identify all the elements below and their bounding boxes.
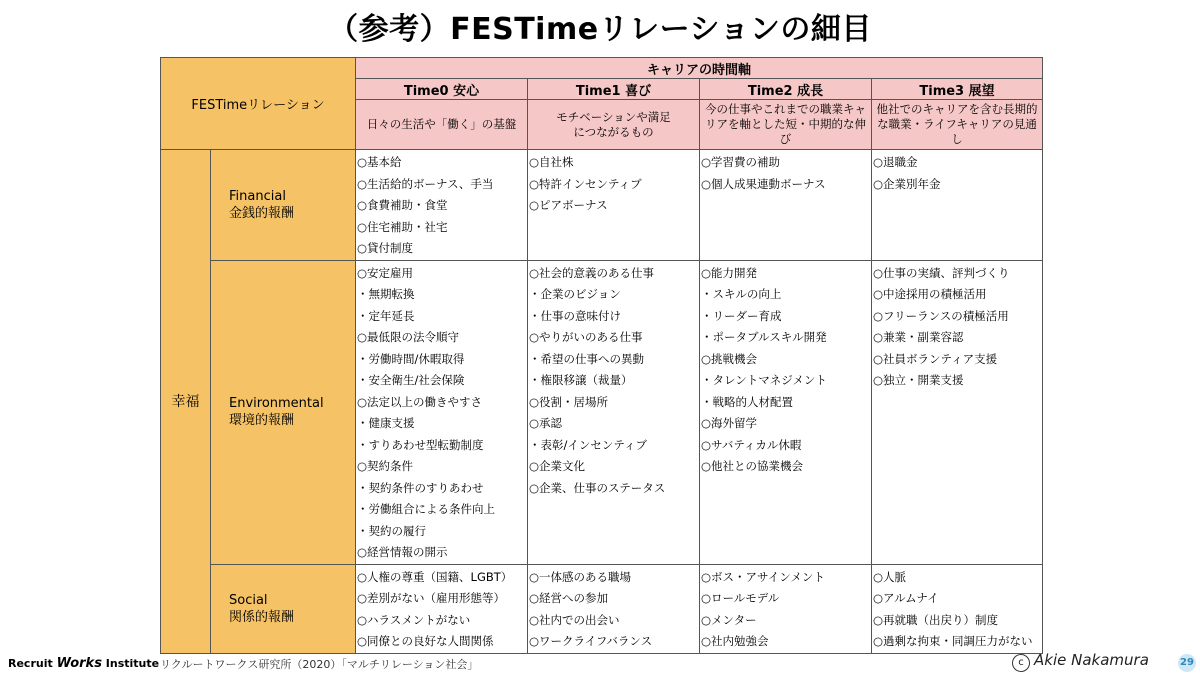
list-item: ○アルムナイ: [873, 591, 939, 605]
desc-line: 今の仕事やこれまでの職業キャ: [705, 102, 866, 116]
list-item: ・戦略的人材配置: [701, 394, 793, 409]
list-item: ○再就職（出戻り）制度: [873, 612, 999, 627]
category-environmental: [211, 260, 356, 564]
list-item: ○兼業・副業容認: [873, 330, 964, 344]
list-item: ・契約の履行: [357, 523, 426, 538]
list-item: ・すりあわせ型転勤制度: [357, 437, 484, 452]
category-en: Social: [229, 592, 268, 608]
list-item: ○貸付制度: [357, 241, 414, 255]
list-item: ・労働時間/休暇取得: [357, 351, 465, 366]
list-item: ・タレントマネジメント: [701, 373, 827, 387]
list-item: ○企業別年金: [873, 176, 941, 191]
list-item: ○能力開発: [701, 265, 758, 280]
list-item: ○同僚との良好な人間関係: [357, 634, 494, 648]
list-item: ・スキルの向上: [701, 287, 782, 301]
column-header-time1: Time1 喜び: [528, 79, 700, 100]
list-item: ・仕事の意味付け: [529, 308, 621, 323]
list-item: ・企業のビジョン: [529, 287, 621, 301]
list-item: ○役割・居場所: [529, 394, 609, 409]
time-axis-label: キャリアの時間軸: [356, 58, 1043, 79]
list-item: ○契約条件: [357, 459, 414, 473]
author-credit: [1012, 651, 1149, 672]
cell-financial-time2: [700, 150, 872, 261]
list-item: ・ポータブルスキル開発: [701, 330, 827, 344]
list-item: ○サバティカル休暇: [701, 437, 802, 452]
list-item: ○フリーランスの積極活用: [873, 308, 1009, 323]
list-item: ・権限移譲（裁量）: [529, 373, 633, 387]
desc-line: な職業・ライフキャリアの見通し: [877, 117, 1037, 146]
copyright-icon: c: [1012, 654, 1030, 672]
list-item: ○住宅補助・社宅: [357, 219, 448, 234]
list-item: ○基本給: [357, 155, 402, 169]
logo-suffix: Institute: [101, 657, 160, 670]
cell-social-time3: [872, 564, 1043, 653]
recruit-works-logo: [8, 656, 159, 671]
desc-line: リアを軸とした短・中期的な伸び: [705, 117, 866, 146]
list-item: ○経営情報の開示: [357, 545, 448, 559]
list-item: ・リーダー育成: [701, 308, 782, 323]
desc-line: につながるもの: [573, 124, 654, 139]
cell-financial-time1: [528, 150, 700, 261]
list-item: ○生活給的ボーナス、手当: [357, 176, 494, 191]
cell-environmental-time2: [700, 260, 872, 564]
cell-environmental-time1: [528, 260, 700, 564]
list-item: ○差別がない（雇用形態等）: [357, 591, 506, 605]
cell-social-time1: [528, 564, 700, 653]
list-item: ○ロールモデル: [701, 591, 780, 605]
cell-environmental-time0: [356, 260, 528, 564]
column-desc-time1: [528, 100, 700, 150]
column-desc-time2: [700, 100, 872, 150]
list-item: ○中途採用の積極活用: [873, 287, 987, 301]
list-item: ○他社との協業機会: [701, 459, 804, 473]
list-item: ○社内での出会い: [529, 612, 620, 627]
list-item: ○企業、仕事のステータス: [529, 480, 666, 495]
column-header-time2: Time2 成長: [700, 79, 872, 100]
list-item: ○学習費の補助: [701, 155, 781, 169]
list-item: ○承認: [529, 416, 563, 430]
logo-prefix: Recruit: [8, 657, 57, 670]
list-item: ○退職金: [873, 155, 918, 169]
list-item: ○法定以上の働きやすさ: [357, 394, 483, 409]
page-title: （参考）FESTimeリレーションの細目: [328, 12, 872, 47]
category-en: Financial: [229, 188, 286, 204]
category-ja: 環境的報酬: [229, 413, 295, 428]
list-item: ○独立・開業支援: [873, 373, 964, 387]
list-item: ・無期転換: [357, 287, 415, 301]
list-item: ○ボス・アサインメント: [701, 569, 825, 584]
column-desc-time0: [356, 100, 528, 150]
list-item: ○最低限の法令順守: [357, 330, 460, 344]
list-item: ○人脈: [873, 569, 907, 584]
list-item: ○経営への参加: [529, 591, 609, 605]
source-citation: リクルートワークス研究所（2020）「マルチリレーション社会」: [160, 658, 479, 671]
list-item: ・希望の仕事への異動: [529, 351, 644, 366]
list-item: ○ワークライフバランス: [529, 634, 653, 648]
list-item: ○社会的意義のある仕事: [529, 265, 655, 280]
list-item: ・健康支援: [357, 416, 415, 430]
list-item: ○自社株: [529, 155, 574, 169]
category-financial: [211, 150, 356, 261]
list-item: ○海外留学: [701, 416, 758, 430]
row-group-label: 幸福: [161, 150, 211, 654]
list-item: ○過剰な拘束・同調圧力がない: [873, 634, 1033, 648]
list-item: ・安全衛生/社会保険: [357, 373, 465, 387]
list-item: ○特許インセンティブ: [529, 176, 642, 191]
list-item: ○やりがいのある仕事: [529, 330, 643, 344]
list-item: ○社員ボランティア支援: [873, 351, 998, 366]
list-item: ・定年延長: [357, 308, 415, 323]
desc-line: モチベーションや満足: [556, 109, 671, 124]
list-item: ○人権の尊重（国籍、LGBT）: [357, 569, 513, 584]
list-item: ○食費補助・食堂: [357, 198, 448, 212]
list-item: ○一体感のある職場: [529, 569, 632, 584]
author-name: Akie Nakamura: [1034, 651, 1149, 669]
cell-social-time0: [356, 564, 528, 653]
list-item: ○企業文化: [529, 459, 586, 473]
page-number: 29: [1178, 654, 1196, 672]
list-item: ○メンター: [701, 612, 757, 627]
category-ja: 関係的報酬: [229, 609, 295, 625]
category-social: [211, 564, 356, 653]
cell-social-time2: [700, 564, 872, 653]
list-item: ○挑戦機会: [701, 351, 758, 366]
list-item: ○ピアボーナス: [529, 198, 608, 212]
desc-line: 日々の生活や「働く」の基盤: [366, 117, 517, 131]
column-header-time3: Time3 展望: [872, 79, 1043, 100]
category-en: Environmental: [229, 396, 324, 411]
corner-label: FESTimeリレーション: [161, 58, 356, 150]
column-header-time0: Time0 安心: [356, 79, 528, 100]
logo-mark: Works: [56, 656, 102, 671]
cell-financial-time3: [872, 150, 1043, 261]
column-desc-time3: [872, 100, 1043, 150]
list-item: ・労働組合による条件向上: [357, 502, 495, 516]
list-item: ・契約条件のすりあわせ: [357, 480, 484, 495]
list-item: ○仕事の実績、評判づくり: [873, 265, 1010, 280]
cell-financial-time0: [356, 150, 528, 261]
list-item: ・表彰/インセンティブ: [529, 437, 647, 452]
desc-line: 他社でのキャリアを含む長期的: [876, 102, 1038, 116]
list-item: ○個人成果連動ボーナス: [701, 176, 826, 191]
fes-time-table: [160, 57, 1043, 654]
list-item: ○ハラスメントがない: [357, 612, 471, 627]
category-ja: 金銭的報酬: [229, 205, 295, 221]
list-item: ○安定雇用: [357, 265, 414, 280]
cell-environmental-time3: [872, 260, 1043, 564]
list-item: ○社内勉強会: [701, 634, 769, 648]
